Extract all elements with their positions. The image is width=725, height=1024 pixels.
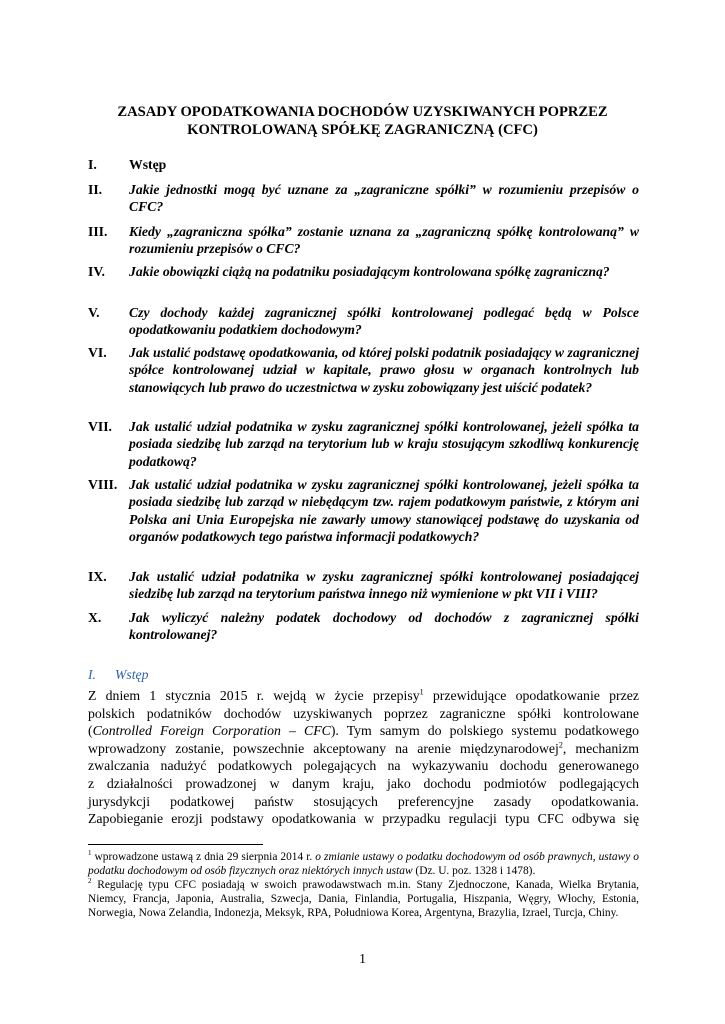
body-line: Zapobieganie erozji podstawy opodatkowania w przypadku regulacji typu CFC odbywa się	[88, 811, 639, 827]
body-text-segment: wprowadzony zostanie, powszechnie akceptowany na arenie międzynarodowej	[88, 740, 559, 756]
body-line: z działalności prowadzonej w danym kraju, jako dochodu podmiotów podlegających	[88, 775, 639, 791]
footnotes	[88, 851, 639, 921]
toc-number: IX.	[88, 569, 107, 584]
toc-item	[88, 263, 639, 280]
footnote-1	[88, 851, 639, 879]
body-text-segment: przewidujące opodatkowanie przez	[423, 688, 639, 703]
page-number: 1	[359, 951, 366, 966]
toc-number: X.	[88, 610, 102, 625]
body-line: zwalczania nadużyć podatkowych polegających na wykazywaniu dochodu generowanego	[88, 758, 639, 774]
toc-number: VIII.	[88, 477, 118, 492]
toc-number: II.	[88, 182, 103, 197]
body-text-segment: Z dniem 1 stycznia 2015 r. wejdą w życie przepisy	[88, 688, 420, 703]
footnote-text: Regulację typu CFC posiadają w swoich prawodawstwach m.in. Stany Zjednoczone, Kanada, Wielka Brytania, Niemcy, Francja, Japonia, Australia, Szwecja, Dania, Finlandia, Portugalia, Hiszpania, Węgry, Włochy, Estonia, Norwegia, Nowa Zelandia, Indonezja, Meksyk, RPA, Południowa Korea, Argentyna, Brazylia, Izrael, Turcja, Chiny.	[88, 878, 639, 919]
section-title: Wstęp	[115, 667, 149, 682]
toc-text: Jakie obowiązki ciążą na podatniku posiadającym kontrolowana spółkę zagraniczną?	[129, 264, 610, 279]
body-text-segment: , mechanizm	[562, 740, 639, 756]
toc-number: I.	[88, 157, 97, 172]
toc-text: Czy dochody każdej zagranicznej spółki kontrolowanej podlegać będą w Polsce opodatkowaniu podatkiem dochodowym?	[129, 305, 639, 338]
body-line	[88, 740, 639, 758]
body-italic-term: Controlled Foreign Corporation – CFC	[92, 723, 331, 739]
footnote-text: (Dz. U. poz. 1328 i 1478).	[412, 864, 536, 877]
toc-number: VI.	[88, 345, 107, 360]
toc-item	[88, 476, 639, 545]
toc-item	[88, 223, 639, 258]
footnote-separator	[88, 844, 263, 845]
toc-item	[88, 568, 639, 603]
toc-text: Jak ustalić udział podatnika w zysku zagranicznej spółki kontrolowanej, jeżeli spółka ta posiada siedzibę lub zarząd na terytorium lub w kraju stosującym szkodliwą konkurencję podatkową?	[129, 419, 639, 469]
footnote-mark: 2	[88, 877, 92, 886]
toc-number: VII.	[88, 419, 112, 434]
toc-item	[88, 156, 639, 173]
body-line	[88, 687, 639, 705]
toc-item	[88, 609, 639, 644]
toc-text: Jak ustalić podstawę opodatkowania, od której polski podatnik posiadający w zagranicznej spółce kontrolowanej udział w kapitale, prawo głosu w organach kontrolnych lub stanowiących lub prawo do uczestnictwa w zysku zobowiązany jest uiścić podatek?	[129, 345, 639, 395]
toc-text: Kiedy „zagraniczna spółka” zostanie uznana za „zagraniczną spółkę kontrolowaną” w rozumieniu przepisów o CFC?	[129, 224, 639, 257]
body-line	[88, 722, 639, 740]
footnote-italic-title: o zmianie ustawy o podatku dochodowym od osób prawnych, ustawy o podatku dochodowym od osób fizycznych oraz niektórych innych ustaw	[88, 851, 639, 877]
toc-text: Jak ustalić udział podatnika w zysku zagranicznej spółki kontrolowanej, jeżeli spółka ta posiada siedzibę lub zarząd w niebędącym tzw. rajem podatkowym państwie, z którym ani Polska ani Unia Europejska nie zawarły umowy stanowiącej podstawę do uzyskania od organów podatkowych tego państwa informacji podatkowych?	[129, 477, 639, 544]
body-text-segment: ). Tym samym do polskiego systemu podatkowego	[330, 723, 639, 739]
footnote-ref-1[interactable]: 1	[419, 687, 424, 697]
toc-item	[88, 418, 639, 470]
document-title	[80, 103, 645, 139]
body-text-segment: (	[88, 723, 93, 739]
title-line-2: KONTROLOWANĄ SPÓŁKĘ ZAGRANICZNĄ (CFC)	[187, 122, 538, 138]
toc-text: Jakie jednostki mogą być uznane za „zagraniczne spółki” w rozumieniu przepisów o CFC?	[129, 182, 639, 215]
toc-number: V.	[88, 305, 100, 320]
toc-text: Wstęp	[129, 157, 167, 172]
toc-item	[88, 344, 639, 396]
section-heading	[88, 667, 148, 683]
section-number: I.	[88, 667, 96, 682]
toc-text: Jak wyliczyć należny podatek dochodowy od dochodów z zagranicznej spółki kontrolowanej?	[129, 610, 639, 643]
footnote-text: wprowadzone ustawą z dnia 29 sierpnia 2014 r.	[91, 851, 316, 863]
body-line: polskich podatników dochodów uzyskiwanych poprzez zagraniczne spółki kontrolowane	[88, 705, 639, 721]
footnote-mark: 1	[88, 849, 92, 858]
toc-text: Jak ustalić udział podatnika w zysku zagranicznej spółki kontrolowanej posiadającej siedzibę lub zarząd na terytorium państwa innego niż wymienione w pkt VII i VIII?	[129, 569, 639, 602]
title-line-1: ZASADY OPODATKOWANIA DOCHODÓW UZYSKIWANYCH POPRZEZ	[117, 104, 608, 120]
toc-number: IV.	[88, 264, 105, 279]
footnote-2	[88, 879, 639, 921]
toc-number: III.	[88, 224, 108, 239]
footnote-ref-2[interactable]: 2	[558, 740, 563, 750]
body-line: jurysdykcji podatkowej państw stosujących preferencyjne zasady opodatkowania.	[88, 793, 639, 809]
toc-item	[88, 181, 639, 216]
toc-item	[88, 304, 639, 339]
body-paragraph	[88, 687, 639, 828]
